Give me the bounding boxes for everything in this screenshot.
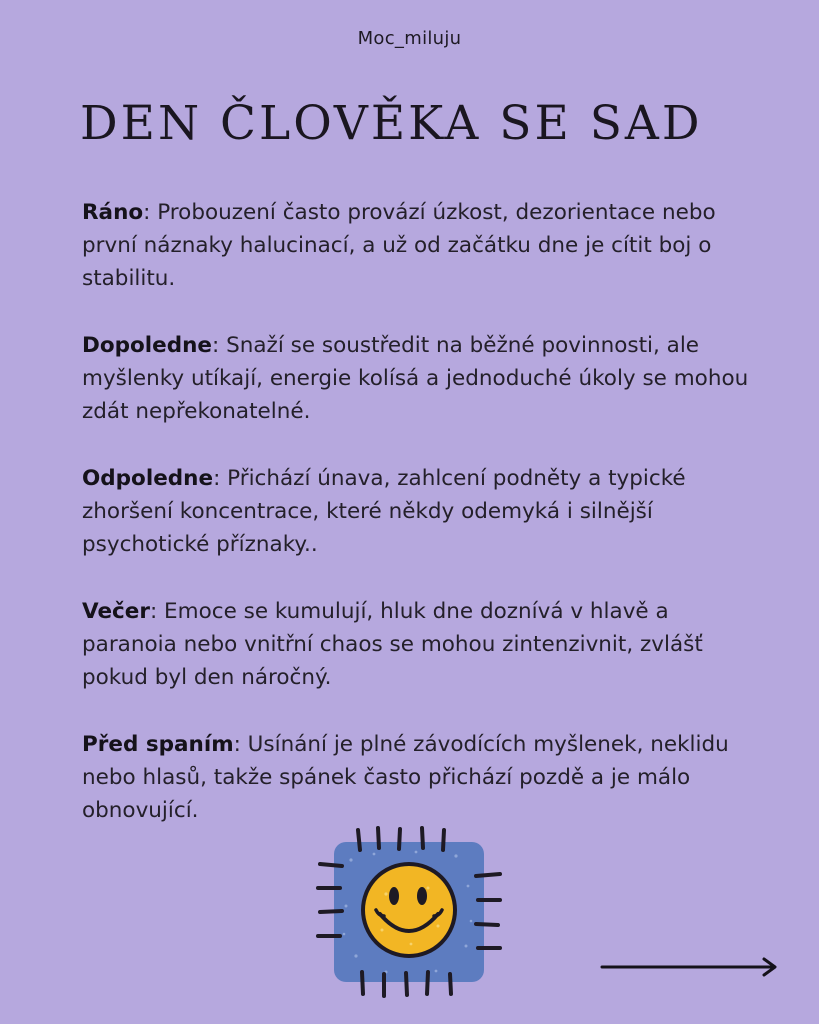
section-label: Večer xyxy=(82,599,150,624)
section-label: Dopoledne xyxy=(82,333,213,358)
section-label: Odpoledne xyxy=(82,466,214,491)
section-text: : Usínání je plné závodících myšlenek, neklidu nebo hlasů, takže spánek často přichází pozdě a je málo obnovující. xyxy=(82,732,729,823)
smiley-patch-icon xyxy=(316,826,502,998)
section-vecer xyxy=(82,595,762,694)
section-pred-spanim xyxy=(82,728,762,827)
section-label: Před spaním xyxy=(82,732,234,757)
section-rano xyxy=(82,196,762,295)
section-label: Ráno xyxy=(82,200,144,225)
section-odpoledne xyxy=(82,462,762,561)
day-sections xyxy=(82,196,762,861)
section-text: : Přichází únava, zahlcení podněty a typické zhoršení koncentrace, které někdy odemyká i silnější psychotické příznaky.. xyxy=(82,466,686,557)
section-text: : Emoce se kumulují, hluk dne doznívá v hlavě a paranoia nebo vnitřní chaos se mohou zintenzivnit, zvlášť pokud byl den náročný. xyxy=(82,599,703,690)
page-title: DEN ČLOVĚKA SE SAD xyxy=(80,96,703,151)
section-dopoledne xyxy=(82,329,762,428)
arrow-right-icon[interactable] xyxy=(600,955,780,979)
section-text: : Probouzení často provází úzkost, dezorientace nebo první náznaky halucinací, a už od začátku dne je cítit boj o stabilitu. xyxy=(82,200,716,291)
section-text: : Snaží se soustředit na běžné povinnosti, ale myšlenky utíkají, energie kolísá a jednoduché úkoly se mohou zdát nepřekonatelné. xyxy=(82,333,749,424)
account-handle: Moc_miluju xyxy=(357,28,462,49)
